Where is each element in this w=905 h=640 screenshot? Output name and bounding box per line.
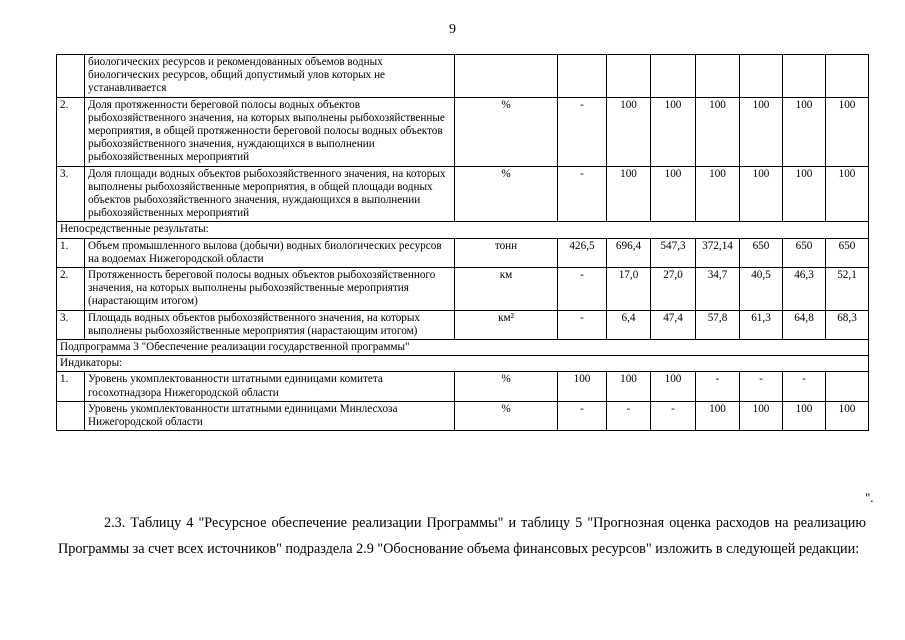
row-number: 2. <box>57 268 85 311</box>
section-row <box>57 222 869 238</box>
value-cell <box>826 55 869 98</box>
value-cell: 650 <box>783 238 826 267</box>
value-cell: - <box>696 372 740 401</box>
value-cell: - <box>558 268 607 311</box>
value-cell: 100 <box>740 401 783 430</box>
value-cell: 27,0 <box>651 268 696 311</box>
value-cell: 100 <box>558 372 607 401</box>
unit-cell: % <box>455 372 558 401</box>
value-cell: 64,8 <box>783 310 826 339</box>
section-row <box>57 356 869 372</box>
value-cell: 57,8 <box>696 310 740 339</box>
table-row <box>57 310 869 339</box>
indicator-name: Доля протяженности береговой полосы водных объектов рыбохозяйственного значения, на которых выполнены рыбохозяйственные мероприятия, в общей протяженности береговой полосы водных объектов рыбохозяйственного значения, нуждающихся в выполнении рыбохозяйственных мероприятий <box>85 97 455 166</box>
indicator-name: Площадь водных объектов рыбохозяйственного значения, на которых выполнены рыбохозяйственные мероприятия (нарастающим итогом) <box>85 310 455 339</box>
unit-cell: % <box>455 401 558 430</box>
indicator-name: Протяженность береговой полосы водных объектов рыбохозяйственного значения, на которых выполнены рыбохозяйственные мероприятия (нарастающим итогом) <box>85 268 455 311</box>
value-cell: - <box>783 372 826 401</box>
section-label: Индикаторы: <box>57 356 869 372</box>
value-cell <box>558 55 607 98</box>
table-row <box>57 166 869 222</box>
value-cell: 100 <box>607 166 651 222</box>
value-cell: 696,4 <box>607 238 651 267</box>
value-cell: - <box>607 401 651 430</box>
value-cell: 100 <box>696 97 740 166</box>
value-cell <box>607 55 651 98</box>
value-cell: 100 <box>651 166 696 222</box>
value-cell: 52,1 <box>826 268 869 311</box>
value-cell: 61,3 <box>740 310 783 339</box>
value-cell: 547,3 <box>651 238 696 267</box>
row-number <box>57 401 85 430</box>
value-cell: 100 <box>607 372 651 401</box>
page-number: 9 <box>449 22 456 37</box>
value-cell: 426,5 <box>558 238 607 267</box>
row-number: 1. <box>57 238 85 267</box>
value-cell: 100 <box>826 97 869 166</box>
value-cell: 100 <box>696 401 740 430</box>
table-row <box>57 268 869 311</box>
section-label: Подпрограмма 3 "Обеспечение реализации государственной программы" <box>57 340 869 356</box>
indicator-name: Объем промышленного вылова (добычи) водных биологических ресурсов на водоемах Нижегородской области <box>85 238 455 267</box>
value-cell: 100 <box>651 97 696 166</box>
value-cell: - <box>740 372 783 401</box>
value-cell: 68,3 <box>826 310 869 339</box>
value-cell: 372,14 <box>696 238 740 267</box>
indicator-name: Уровень укомплектованности штатными единицами Минлесхоза Нижегородской области <box>85 401 455 430</box>
row-number: 2. <box>57 97 85 166</box>
value-cell: 650 <box>740 238 783 267</box>
value-cell: 6,4 <box>607 310 651 339</box>
value-cell: - <box>558 166 607 222</box>
value-cell <box>651 55 696 98</box>
value-cell: 100 <box>783 166 826 222</box>
indicators-table <box>56 54 869 431</box>
value-cell: 100 <box>783 97 826 166</box>
value-cell: 40,5 <box>740 268 783 311</box>
value-cell <box>740 55 783 98</box>
unit-cell: % <box>455 97 558 166</box>
value-cell: 46,3 <box>783 268 826 311</box>
value-cell: 100 <box>826 401 869 430</box>
unit-cell <box>455 55 558 98</box>
value-cell: 100 <box>783 401 826 430</box>
value-cell: 100 <box>607 97 651 166</box>
section-row <box>57 340 869 356</box>
value-cell: 17,0 <box>607 268 651 311</box>
value-cell: - <box>558 97 607 166</box>
closing-quote: ". <box>865 490 874 505</box>
row-number <box>57 55 85 98</box>
value-cell: 650 <box>826 238 869 267</box>
value-cell: 34,7 <box>696 268 740 311</box>
table-row <box>57 372 869 401</box>
table-row <box>57 238 869 267</box>
amendment-paragraph: 2.3. Таблицу 4 "Ресурсное обеспечение реализации Программы" и таблицу 5 "Прогнозная оценка расходов на реализацию Программы за счет всех источников" подраздела 2.9 "Обоснование объема финансовых ресурсов" изложить в следующей редакции: <box>58 515 866 557</box>
row-number: 3. <box>57 310 85 339</box>
value-cell: 100 <box>696 166 740 222</box>
value-cell: 100 <box>826 166 869 222</box>
row-number: 1. <box>57 372 85 401</box>
value-cell <box>783 55 826 98</box>
unit-cell: км <box>455 268 558 311</box>
indicator-name: Уровень укомплектованности штатными единицами комитета госохотнадзора Нижегородской области <box>85 372 455 401</box>
table-row <box>57 55 869 98</box>
table-row <box>57 401 869 430</box>
value-cell <box>696 55 740 98</box>
section-label: Непосредственные результаты: <box>57 222 869 238</box>
value-cell: - <box>558 310 607 339</box>
value-cell: 100 <box>740 166 783 222</box>
value-cell: - <box>558 401 607 430</box>
value-cell: 100 <box>740 97 783 166</box>
value-cell <box>826 372 869 401</box>
unit-cell: тонн <box>455 238 558 267</box>
row-number: 3. <box>57 166 85 222</box>
table-body <box>57 55 869 431</box>
value-cell: 47,4 <box>651 310 696 339</box>
value-cell: 100 <box>651 372 696 401</box>
table-row <box>57 97 869 166</box>
indicator-name: Доля площади водных объектов рыбохозяйственного значения, на которых выполнены рыбохозяйственные мероприятия, в общей площади водных объектов рыбохозяйственного значения, нуждающихся в выполнении рыбохозяйственных мероприятий <box>85 166 455 222</box>
unit-cell: % <box>455 166 558 222</box>
unit-cell: км² <box>455 310 558 339</box>
indicator-name: биологических ресурсов и рекомендованных объемов водных биологических ресурсов, общий допустимый улов которых не устанавливается <box>85 55 455 98</box>
value-cell: - <box>651 401 696 430</box>
